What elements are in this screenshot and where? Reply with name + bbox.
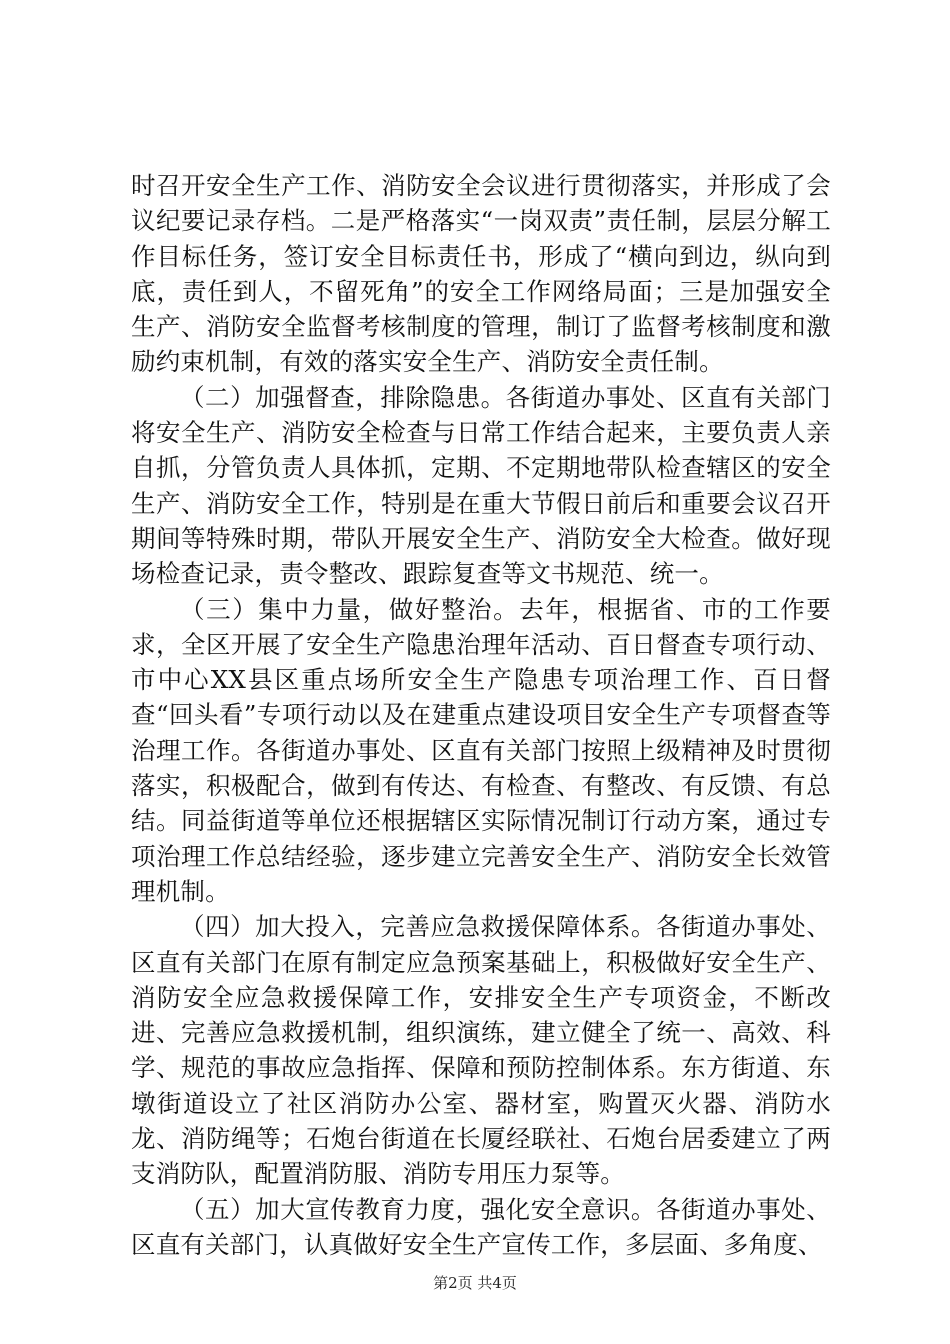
paragraph-section-4: （四）加大投入，完善应急救援保障体系。各街道办事处、区直有关部门在原有制定应急预案基础上，积极做好安全生产、消防安全应急救援保障工作，安排安全生产专项资金，不断改进、完善应急救援机制，组织演练，建立健全了统一、高效、科学、规范的事故应急指挥、保障和预防控制体系。东方街道、东墩街道设立了社区消防办公室、器材室，购置灭火器、消防水龙、消防绳等；石炮台街道在长厦经联社、石炮台居委建立了两支消防队，配置消防服、消防专用压力泵等。 (131, 912, 831, 1189)
paragraph-continuation: 时召开安全生产工作、消防安全会议进行贯彻落实，并形成了会议纪要记录存档。二是严格落实“一岗双责”责任制，层层分解工作目标任务，签订安全目标责任书，形成了“横向到边，纵向到底，责任到人，不留死角”的安全工作网络局面；三是加强安全生产、消防安全监督考核制度的管理，制订了监督考核制度和激励约束机制，有效的落实安全生产、消防安全责任制。 (131, 171, 831, 377)
document-body (131, 168, 831, 1262)
paragraph-section-3: （三）集中力量，做好整治。去年，根据省、市的工作要求，全区开展了安全生产隐患治理年活动、百日督查专项行动、市中心XX县区重点场所安全生产隐患专项治理工作、百日督查“回头看”专项行动以及在建重点建设项目安全生产专项督查等治理工作。各街道办事处、区直有关部门按照上级精神及时贯彻落实，积极配合，做到有传达、有检查、有整改、有反馈、有总结。同益街道等单位还根据辖区实际情况制订行动方案，通过专项治理工作总结经验，逐步建立完善安全生产、消防安全长效管理机制。 (131, 594, 831, 906)
page-number-label: 第2页 共4页 (433, 1274, 517, 1292)
paragraph-section-5: （五）加大宣传教育力度，强化安全意识。各街道办事处、区直有关部门，认真做好安全生产宣传工作，多层面、多角度、 (131, 1194, 831, 1259)
paragraph-section-2: （二）加强督查，排除隐患。各街道办事处、区直有关部门将安全生产、消防安全检查与日常工作结合起来，主要负责人亲自抓，分管负责人具体抓，定期、不定期地带队检查辖区的安全生产、消防安全工作，特别是在重大节假日前后和重要会议召开期间等特殊时期，带队开展安全生产、消防安全大检查。做好现场检查记录，责令整改、跟踪复查等文书规范、统一。 (131, 382, 831, 589)
page-footer (0, 1273, 950, 1293)
